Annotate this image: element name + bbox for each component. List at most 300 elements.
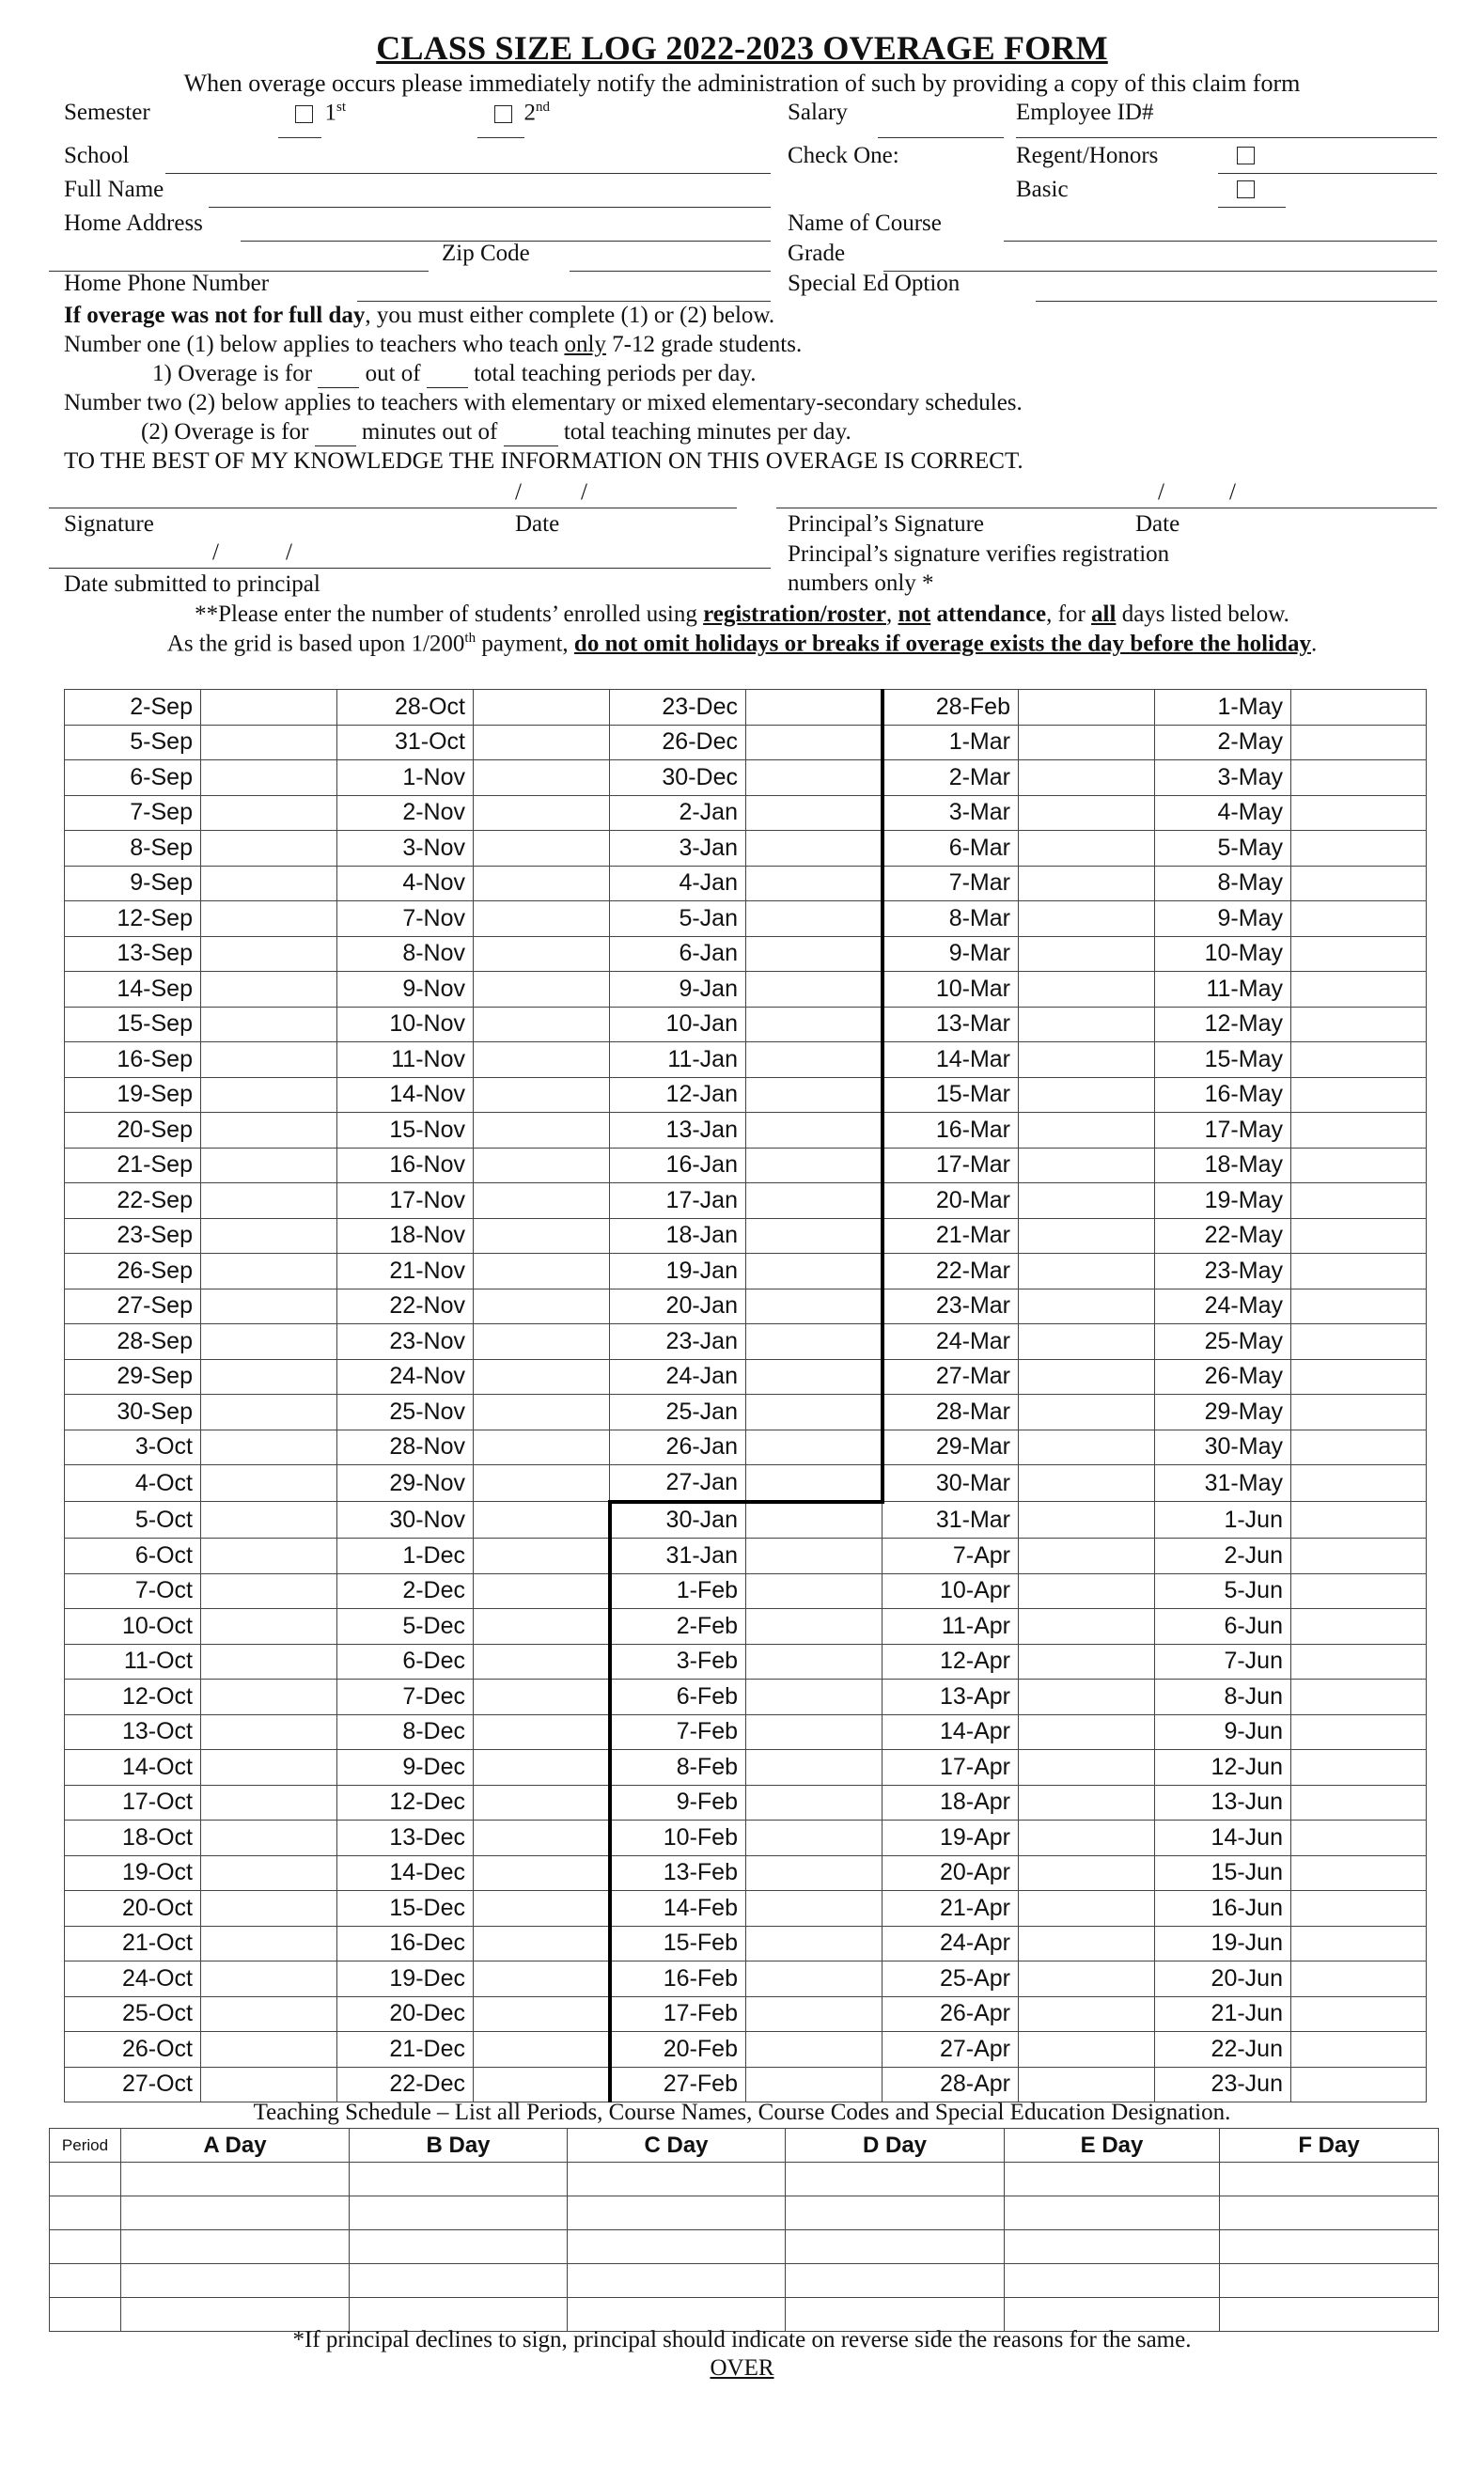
student-count-cell[interactable] [1291, 1539, 1427, 1574]
student-count-cell[interactable] [201, 1609, 337, 1645]
student-count-cell[interactable] [746, 1502, 883, 1539]
grid-date-cell: 14-Nov [337, 1077, 474, 1113]
student-count-cell[interactable] [201, 972, 337, 1008]
student-count-cell[interactable] [746, 1573, 883, 1609]
grid-date-cell: 10-May [1155, 936, 1291, 972]
student-count-cell[interactable] [474, 1996, 610, 2032]
school-field[interactable] [165, 173, 771, 174]
student-count-cell[interactable] [1019, 1289, 1155, 1324]
student-count-cell[interactable] [1291, 936, 1427, 972]
student-count-cell[interactable] [1019, 866, 1155, 901]
student-count-cell[interactable] [1291, 1821, 1427, 1856]
grid-date-cell: 26-May [1155, 1359, 1291, 1395]
student-count-cell[interactable] [746, 1609, 883, 1645]
grid-date-cell: 28-Mar [883, 1395, 1019, 1430]
student-count-cell[interactable] [1019, 1644, 1155, 1680]
student-count-cell[interactable] [746, 1042, 883, 1078]
student-count-cell[interactable] [474, 2067, 610, 2102]
student-count-cell[interactable] [201, 690, 337, 726]
student-count-cell[interactable] [1019, 1113, 1155, 1149]
student-count-cell[interactable] [474, 901, 610, 937]
principal-verifies-line-1: Principal’s signature verifies registration [788, 541, 1170, 567]
student-count-cell[interactable] [1019, 972, 1155, 1008]
student-count-cell[interactable] [1291, 1430, 1427, 1465]
student-count-cell[interactable] [746, 1359, 883, 1395]
grid-date-cell: 12-Jan [610, 1077, 746, 1113]
schedule-cell[interactable] [1220, 2163, 1439, 2196]
student-count-cell[interactable] [201, 1996, 337, 2032]
student-count-cell[interactable] [746, 2032, 883, 2068]
student-count-cell[interactable] [746, 831, 883, 867]
student-count-cell[interactable] [1019, 1680, 1155, 1715]
schedule-cell[interactable] [350, 2230, 568, 2264]
grid-date-cell: 20-Jun [1155, 1961, 1291, 1997]
student-count-cell[interactable] [474, 1042, 610, 1078]
student-count-cell[interactable] [201, 1148, 337, 1183]
student-count-cell[interactable] [201, 1254, 337, 1289]
total-minutes-field[interactable] [504, 419, 558, 446]
grid-date-cell: 10-Apr [883, 1573, 1019, 1609]
grid-date-cell: 2-Mar [883, 760, 1019, 796]
student-count-cell[interactable] [201, 901, 337, 937]
grid-date-cell: 6-Dec [337, 1644, 474, 1680]
student-count-cell[interactable] [474, 1289, 610, 1324]
student-count-cell[interactable] [201, 1289, 337, 1324]
student-count-cell[interactable] [1019, 1430, 1155, 1465]
student-count-cell[interactable] [474, 2032, 610, 2068]
student-count-cell[interactable] [201, 1539, 337, 1574]
schedule-cell[interactable] [568, 2163, 786, 2196]
semester-1st-checkbox[interactable] [295, 105, 313, 123]
student-count-cell[interactable] [474, 1007, 610, 1042]
special-ed-field[interactable] [1036, 301, 1437, 302]
student-count-cell[interactable] [1291, 831, 1427, 867]
student-count-cell[interactable] [1291, 725, 1427, 760]
student-count-cell[interactable] [746, 795, 883, 831]
grid-date-cell: 22-May [1155, 1218, 1291, 1254]
student-count-cell[interactable] [746, 866, 883, 901]
grid-date-cell: 3-Oct [65, 1430, 201, 1465]
student-count-cell[interactable] [746, 1714, 883, 1750]
student-count-cell[interactable] [1291, 1113, 1427, 1149]
student-count-cell[interactable] [1291, 1573, 1427, 1609]
schedule-cell[interactable] [121, 2163, 350, 2196]
student-count-cell[interactable] [1291, 1609, 1427, 1645]
semester-1st-option[interactable]: 1st [295, 100, 346, 126]
student-count-cell[interactable] [1291, 1855, 1427, 1891]
student-count-cell[interactable] [474, 1821, 610, 1856]
student-count-cell[interactable] [474, 866, 610, 901]
schedule-cell[interactable] [786, 2230, 1005, 2264]
student-count-cell[interactable] [1291, 1077, 1427, 1113]
name-of-course-field[interactable] [1004, 241, 1437, 242]
student-count-cell[interactable] [474, 690, 610, 726]
special-ed-label: Special Ed Option [788, 271, 961, 296]
student-count-cell[interactable] [746, 1961, 883, 1997]
student-count-cell[interactable] [1291, 1359, 1427, 1395]
student-count-cell[interactable] [1291, 1395, 1427, 1430]
student-count-cell[interactable] [1291, 1007, 1427, 1042]
student-count-cell[interactable] [746, 690, 883, 726]
grid-date-cell: 14-Feb [610, 1891, 746, 1927]
student-count-cell[interactable] [1019, 1855, 1155, 1891]
student-count-cell[interactable] [1019, 1891, 1155, 1927]
grid-date-cell: 17-Jan [610, 1183, 746, 1219]
student-count-cell[interactable] [746, 760, 883, 796]
grid-date-cell: 21-Dec [337, 2032, 474, 2068]
student-count-cell[interactable] [474, 1148, 610, 1183]
schedule-cell[interactable] [1005, 2264, 1220, 2298]
student-count-cell[interactable] [746, 1324, 883, 1360]
salary-field[interactable] [878, 137, 1004, 138]
schedule-cell[interactable] [121, 2196, 350, 2230]
student-count-cell[interactable] [746, 936, 883, 972]
student-count-cell[interactable] [201, 1395, 337, 1430]
grid-date-cell: 19-Sep [65, 1077, 201, 1113]
student-count-cell[interactable] [201, 1714, 337, 1750]
student-count-cell[interactable] [1019, 1007, 1155, 1042]
grid-row [65, 1714, 1427, 1750]
schedule-row [50, 2264, 1439, 2298]
student-count-cell[interactable] [746, 972, 883, 1008]
student-count-cell[interactable] [474, 1961, 610, 1997]
grid-date-cell: 30-Nov [337, 1502, 474, 1539]
student-count-cell[interactable] [201, 725, 337, 760]
schedule-cell[interactable] [786, 2196, 1005, 2230]
student-count-cell[interactable] [1019, 2032, 1155, 2068]
schedule-cell[interactable] [1220, 2196, 1439, 2230]
student-count-cell[interactable] [1019, 1926, 1155, 1961]
schedule-cell[interactable] [786, 2163, 1005, 2196]
student-count-cell[interactable] [1291, 1465, 1427, 1502]
home-phone-field[interactable] [357, 301, 771, 302]
student-count-cell[interactable] [746, 1465, 883, 1502]
grid-date-cell: 23-Mar [883, 1289, 1019, 1324]
student-count-cell[interactable] [1291, 901, 1427, 937]
student-count-cell[interactable] [474, 1430, 610, 1465]
grid-row [65, 1539, 1427, 1574]
grid-row [65, 1926, 1427, 1961]
student-count-cell[interactable] [1291, 690, 1427, 726]
student-count-cell[interactable] [474, 1359, 610, 1395]
student-count-cell[interactable] [474, 1113, 610, 1149]
grid-date-cell: 6-Jun [1155, 1609, 1291, 1645]
grid-date-cell: 11-Jan [610, 1042, 746, 1078]
student-count-cell[interactable] [1019, 831, 1155, 867]
student-count-cell[interactable] [1291, 1289, 1427, 1324]
student-count-cell[interactable] [201, 1359, 337, 1395]
student-count-cell[interactable] [201, 760, 337, 796]
regent-honors-checkbox[interactable] [1237, 147, 1255, 164]
student-count-cell[interactable] [474, 1395, 610, 1430]
grid-date-cell: 20-Apr [883, 1855, 1019, 1891]
student-count-cell[interactable] [1291, 1148, 1427, 1183]
minutes-overage-field[interactable] [315, 419, 356, 446]
student-count-cell[interactable] [474, 1926, 610, 1961]
number-one-instruction: Number one (1) below applies to teachers who teach only 7-12 grade students. [64, 332, 803, 357]
employee-id-field[interactable] [1016, 137, 1437, 138]
student-count-cell[interactable] [1019, 725, 1155, 760]
student-count-cell[interactable] [474, 1183, 610, 1219]
student-count-cell[interactable] [1291, 1714, 1427, 1750]
student-count-cell[interactable] [1291, 2032, 1427, 2068]
grid-row [65, 1996, 1427, 2032]
student-count-cell[interactable] [1019, 1573, 1155, 1609]
schedule-cell[interactable] [50, 2163, 121, 2196]
student-count-cell[interactable] [201, 1430, 337, 1465]
student-count-cell[interactable] [1019, 1042, 1155, 1078]
student-count-cell[interactable] [746, 1680, 883, 1715]
grid-date-cell: 6-Feb [610, 1680, 746, 1715]
student-count-cell[interactable] [201, 1183, 337, 1219]
student-count-cell[interactable] [201, 936, 337, 972]
student-count-cell[interactable] [1019, 1465, 1155, 1502]
student-count-cell[interactable] [474, 1502, 610, 1539]
student-count-cell[interactable] [1291, 1254, 1427, 1289]
student-count-cell[interactable] [746, 1007, 883, 1042]
student-count-cell[interactable] [474, 1254, 610, 1289]
student-count-cell[interactable] [1019, 1183, 1155, 1219]
schedule-cell[interactable] [1005, 2196, 1220, 2230]
student-count-cell[interactable] [746, 1254, 883, 1289]
grid-date-cell: 21-Sep [65, 1148, 201, 1183]
full-name-field[interactable] [209, 207, 771, 208]
student-count-cell[interactable] [746, 1891, 883, 1927]
student-count-cell[interactable] [746, 1113, 883, 1149]
student-count-cell[interactable] [1019, 1359, 1155, 1395]
schedule-cell[interactable] [568, 2196, 786, 2230]
schedule-cell[interactable] [786, 2264, 1005, 2298]
student-count-cell[interactable] [474, 760, 610, 796]
student-count-cell[interactable] [746, 1926, 883, 1961]
schedule-cell[interactable] [350, 2196, 568, 2230]
grid-date-cell: 16-Jan [610, 1148, 746, 1183]
student-count-cell[interactable] [201, 831, 337, 867]
student-count-cell[interactable] [1291, 760, 1427, 796]
grade-field[interactable] [883, 271, 1437, 272]
grid-date-cell: 21-Jun [1155, 1996, 1291, 2032]
student-count-cell[interactable] [201, 1465, 337, 1502]
student-count-cell[interactable] [1291, 1042, 1427, 1078]
student-count-cell[interactable] [201, 1077, 337, 1113]
student-count-cell[interactable] [1019, 1502, 1155, 1539]
schedule-cell[interactable] [568, 2264, 786, 2298]
student-count-cell[interactable] [474, 795, 610, 831]
student-count-cell[interactable] [201, 1961, 337, 1997]
student-count-cell[interactable] [1019, 1821, 1155, 1856]
grid-date-cell: 26-Sep [65, 1254, 201, 1289]
student-count-cell[interactable] [1291, 1891, 1427, 1927]
student-count-cell[interactable] [201, 1855, 337, 1891]
grid-date-cell: 27-Sep [65, 1289, 201, 1324]
schedule-cell[interactable] [50, 2264, 121, 2298]
grid-date-cell: 20-Mar [883, 1183, 1019, 1219]
grid-date-cell: 31-Oct [337, 725, 474, 760]
schedule-cell[interactable] [50, 2196, 121, 2230]
student-count-cell[interactable] [1291, 1324, 1427, 1360]
student-count-cell[interactable] [201, 1785, 337, 1821]
student-count-cell[interactable] [746, 1821, 883, 1856]
student-count-cell[interactable] [1019, 795, 1155, 831]
student-count-cell[interactable] [1019, 1254, 1155, 1289]
student-count-cell[interactable] [474, 1644, 610, 1680]
student-count-cell[interactable] [1019, 1714, 1155, 1750]
student-count-cell[interactable] [1291, 1680, 1427, 1715]
student-count-cell[interactable] [1291, 1996, 1427, 2032]
student-count-cell[interactable] [746, 1218, 883, 1254]
student-count-cell[interactable] [1291, 1750, 1427, 1786]
student-count-cell[interactable] [746, 2067, 883, 2102]
periods-overage-field[interactable] [318, 361, 359, 388]
student-count-cell[interactable] [746, 1289, 883, 1324]
student-count-cell[interactable] [474, 1855, 610, 1891]
schedule-cell[interactable] [121, 2230, 350, 2264]
grid-row [65, 1183, 1427, 1219]
student-count-cell[interactable] [1019, 1539, 1155, 1574]
student-count-cell[interactable] [474, 1750, 610, 1786]
basic-checkbox[interactable] [1237, 180, 1255, 198]
student-count-cell[interactable] [746, 1750, 883, 1786]
student-count-cell[interactable] [1019, 760, 1155, 796]
student-count-cell[interactable] [746, 1785, 883, 1821]
grid-date-cell: 19-Jun [1155, 1926, 1291, 1961]
schedule-cell[interactable] [1005, 2230, 1220, 2264]
student-count-cell[interactable] [474, 1218, 610, 1254]
student-count-cell[interactable] [746, 1996, 883, 2032]
student-count-cell[interactable] [1019, 936, 1155, 972]
student-count-cell[interactable] [746, 1148, 883, 1183]
semester-2nd-checkbox[interactable] [494, 105, 512, 123]
student-count-cell[interactable] [201, 1821, 337, 1856]
student-count-cell[interactable] [1019, 2067, 1155, 2102]
student-count-cell[interactable] [474, 1680, 610, 1715]
footer-note: *If principal declines to sign, principal should indicate on reverse side the reasons for the same. [292, 2327, 1192, 2352]
student-count-cell[interactable] [201, 1680, 337, 1715]
student-count-cell[interactable] [201, 2067, 337, 2102]
student-count-cell[interactable] [1019, 1609, 1155, 1645]
schedule-cell[interactable] [1220, 2264, 1439, 2298]
student-count-cell[interactable] [1291, 1183, 1427, 1219]
student-count-cell[interactable] [474, 1465, 610, 1502]
grid-date-cell: 22-Sep [65, 1183, 201, 1219]
student-count-cell[interactable] [474, 1891, 610, 1927]
student-count-cell[interactable] [1019, 1785, 1155, 1821]
student-count-cell[interactable] [1291, 972, 1427, 1008]
student-count-cell[interactable] [201, 1573, 337, 1609]
grid-date-cell: 10-Oct [65, 1609, 201, 1645]
student-count-cell[interactable] [1019, 901, 1155, 937]
schedule-cell[interactable] [568, 2230, 786, 2264]
semester-2nd-option[interactable]: 2nd [494, 100, 550, 126]
student-count-cell[interactable] [1291, 2067, 1427, 2102]
student-count-cell[interactable] [201, 1502, 337, 1539]
student-count-cell[interactable] [746, 1430, 883, 1465]
grid-date-cell: 13-Feb [610, 1855, 746, 1891]
student-count-cell[interactable] [1019, 1750, 1155, 1786]
student-count-cell[interactable] [201, 1042, 337, 1078]
student-count-cell[interactable] [201, 1891, 337, 1927]
student-count-cell[interactable] [1019, 1395, 1155, 1430]
student-count-cell[interactable] [1291, 1644, 1427, 1680]
student-count-cell[interactable] [474, 936, 610, 972]
student-count-cell[interactable] [201, 1007, 337, 1042]
student-count-cell[interactable] [1019, 690, 1155, 726]
schedule-cell[interactable] [350, 2264, 568, 2298]
student-count-cell[interactable] [746, 1539, 883, 1574]
student-count-cell[interactable] [474, 1324, 610, 1360]
student-count-cell[interactable] [1019, 1324, 1155, 1360]
student-count-cell[interactable] [201, 2032, 337, 2068]
schedule-cell[interactable] [121, 2264, 350, 2298]
student-count-cell[interactable] [1019, 1077, 1155, 1113]
student-count-cell[interactable] [201, 866, 337, 901]
schedule-cell[interactable] [1005, 2163, 1220, 2196]
grid-date-cell: 12-May [1155, 1007, 1291, 1042]
student-count-cell[interactable] [474, 1573, 610, 1609]
student-count-cell[interactable] [201, 795, 337, 831]
grid-date-cell: 19-Apr [883, 1821, 1019, 1856]
student-count-cell[interactable] [746, 901, 883, 937]
student-count-cell[interactable] [746, 725, 883, 760]
schedule-cell[interactable] [50, 2230, 121, 2264]
student-count-cell[interactable] [201, 1218, 337, 1254]
grid-date-cell: 23-Jun [1155, 2067, 1291, 2102]
student-count-cell[interactable] [1291, 866, 1427, 901]
grid-row [65, 1289, 1427, 1324]
total-periods-field[interactable] [427, 361, 468, 388]
student-count-cell[interactable] [1019, 1996, 1155, 2032]
student-count-cell[interactable] [1291, 1926, 1427, 1961]
student-count-cell[interactable] [474, 831, 610, 867]
student-count-cell[interactable] [746, 1395, 883, 1430]
student-count-cell[interactable] [1291, 1502, 1427, 1539]
student-count-cell[interactable] [474, 1539, 610, 1574]
student-count-cell[interactable] [474, 1077, 610, 1113]
student-count-cell[interactable] [474, 725, 610, 760]
grid-date-cell: 2-Dec [337, 1573, 474, 1609]
student-count-cell[interactable] [474, 1714, 610, 1750]
number-two-instruction: Number two (2) below applies to teachers with elementary or mixed elementary-secondary schedules. [64, 390, 1023, 415]
zip-code-field[interactable] [570, 271, 771, 272]
student-count-cell[interactable] [201, 1324, 337, 1360]
student-count-cell[interactable] [746, 1183, 883, 1219]
student-count-cell[interactable] [201, 1644, 337, 1680]
date-submitted-field[interactable] [49, 568, 771, 569]
student-count-cell[interactable] [201, 1926, 337, 1961]
schedule-cell[interactable] [350, 2163, 568, 2196]
student-count-cell[interactable] [1019, 1218, 1155, 1254]
grid-date-cell: 2-May [1155, 725, 1291, 760]
student-count-cell[interactable] [201, 1750, 337, 1786]
student-count-cell[interactable] [1019, 1961, 1155, 1997]
student-count-cell[interactable] [1291, 1218, 1427, 1254]
student-count-cell[interactable] [1019, 1148, 1155, 1183]
grid-date-cell: 8-Jun [1155, 1680, 1291, 1715]
student-count-cell[interactable] [746, 1855, 883, 1891]
student-count-cell[interactable] [1291, 1785, 1427, 1821]
student-count-cell[interactable] [1291, 1961, 1427, 1997]
schedule-cell[interactable] [1220, 2230, 1439, 2264]
student-count-cell[interactable] [474, 1785, 610, 1821]
student-count-cell[interactable] [746, 1644, 883, 1680]
student-count-cell[interactable] [746, 1077, 883, 1113]
student-count-cell[interactable] [201, 1113, 337, 1149]
grid-date-cell: 5-Dec [337, 1609, 474, 1645]
student-count-cell[interactable] [474, 1609, 610, 1645]
student-count-cell[interactable] [1291, 795, 1427, 831]
grid-date-cell: 12-Jun [1155, 1750, 1291, 1786]
student-count-cell[interactable] [474, 972, 610, 1008]
